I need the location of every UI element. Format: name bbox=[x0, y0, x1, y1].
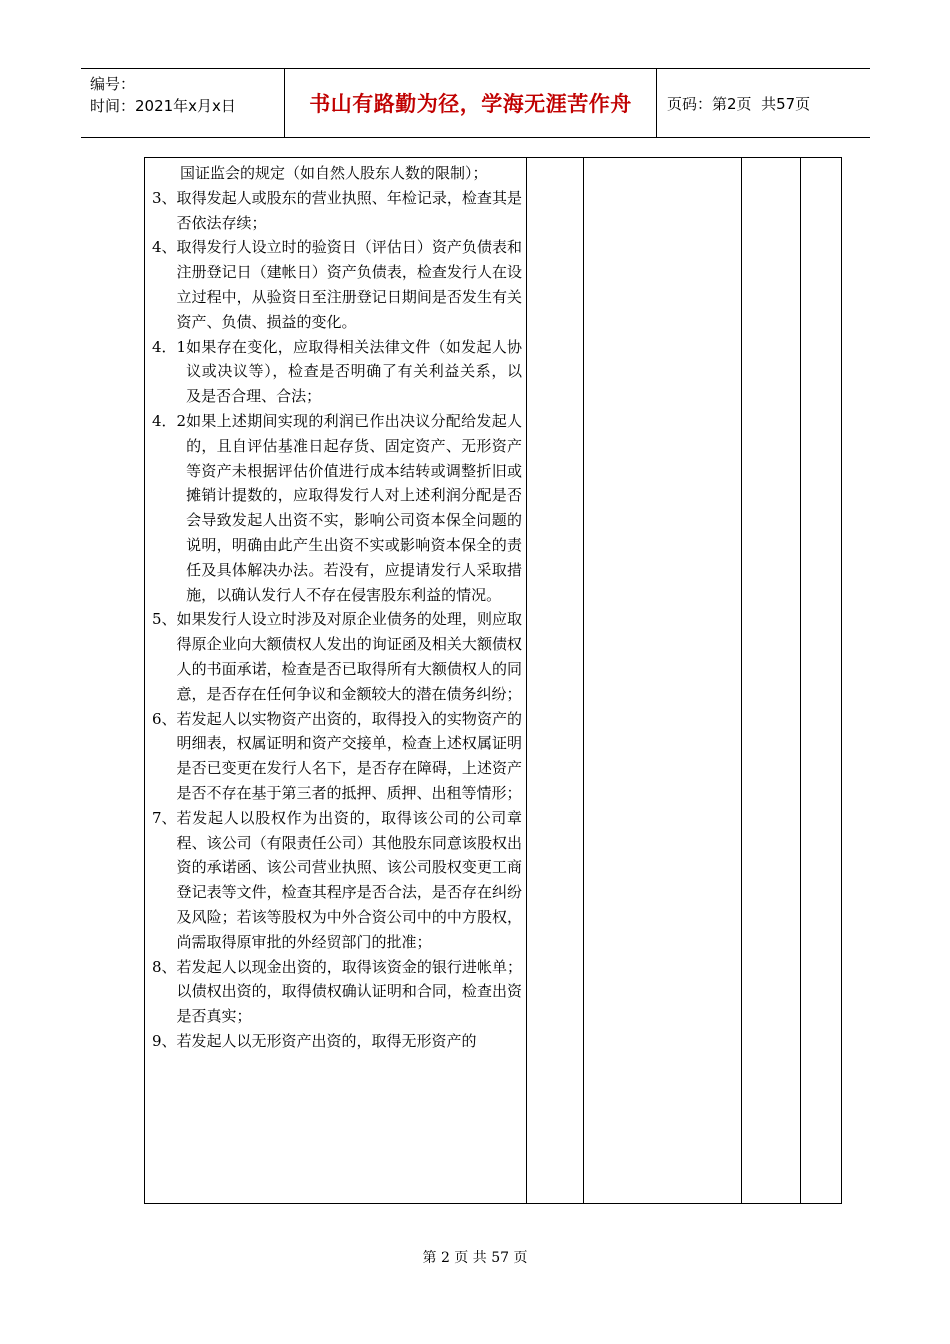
list-item-number: 4、 bbox=[152, 238, 177, 257]
table-column-divider bbox=[741, 158, 742, 1203]
document-date: 时间：2021年x月x日 bbox=[90, 97, 236, 115]
list-item-number: 5、 bbox=[152, 610, 177, 629]
document-number-label: 编号： bbox=[90, 75, 136, 93]
list-item bbox=[152, 707, 522, 806]
list-item bbox=[152, 409, 522, 607]
list-item-number: 4．1 bbox=[152, 337, 187, 356]
continued-text: 国证监会的规定（如自然人股东人数的限制）； bbox=[180, 164, 488, 182]
list-item-number: 3、 bbox=[152, 188, 177, 207]
list-item-number: 9、 bbox=[152, 1031, 177, 1050]
list-item-number: 8、 bbox=[152, 957, 177, 976]
list-item-number: 7、 bbox=[152, 808, 177, 827]
table-column-divider bbox=[526, 158, 527, 1203]
header-motto: 书山有路勤为径，学海无涯苦作舟 bbox=[284, 69, 657, 137]
list-item-text: 如果上述期间实现的利润已作出决议分配给发起人的，且自评估基准日起存货、固定资产、无形资产等资产未根据评估价值进行成本结转或调整折旧或摊销计提数的，应取得发行人对上述利润分配是否会导致发起人出资不实，影响公司资本保全问题的说明，明确由此产生出资不实或影响资本保全的责任及具体解决办法。若没有，应提请发行人采取措施，以确认发行人不存在侵害股东利益的情况。 bbox=[186, 411, 522, 604]
page-header bbox=[81, 68, 870, 138]
list-item-number: 6、 bbox=[152, 709, 177, 728]
table-column-divider bbox=[800, 158, 801, 1203]
list-item-text: 如果存在变化，应取得相关法律文件（如发起人协议或决议等），检查是否明确了有关利益关系，以及是否合理、合法； bbox=[186, 337, 522, 406]
list-item bbox=[152, 235, 522, 334]
list-item bbox=[152, 607, 522, 706]
list-item bbox=[152, 186, 522, 236]
list-item-text: 若发起人以无形资产出资的，取得无形资产的 bbox=[176, 1031, 477, 1050]
list-item-number: 4．2 bbox=[152, 411, 187, 430]
procedure-list bbox=[152, 161, 522, 1054]
list-item bbox=[152, 335, 522, 409]
header-meta bbox=[81, 69, 284, 137]
page-footer: 第 2 页 共 57 页 bbox=[422, 1250, 528, 1266]
list-item-text: 若发起人以现金出资的，取得该资金的银行进帐单；以债权出资的，取得债权确认证明和合同，检查出资是否真实； bbox=[176, 957, 522, 1026]
list-item-text: 取得发行人设立时的验资日（评估日）资产负债表和注册登记日（建帐日）资产负债表，检查发行人在设立过程中，从验资日至注册登记日期间是否发生有关资产、负债、损益的变化。 bbox=[176, 238, 522, 331]
list-item-text: 若发起人以股权作为出资的，取得该公司的公司章程、该公司（有限责任公司）其他股东同意该股权出资的承诺函、该公司营业执照、该公司股权变更工商登记表等文件，检查其程序是否合法，是否存在纠纷及风险；若该等股权为中外合资公司中的中方股权，尚需取得原审批的外经贸部门的批准； bbox=[176, 808, 522, 951]
list-item bbox=[152, 955, 522, 1029]
list-item bbox=[152, 806, 522, 955]
list-item bbox=[152, 1029, 522, 1054]
list-item-text: 如果发行人设立时涉及对原企业债务的处理，则应取得原企业向大额债权人发出的询证函及相关大额债权人的书面承诺，检查是否已取得所有大额债权人的同意，是否存在任何争议和金额较大的潜在债务纠纷； bbox=[176, 610, 522, 703]
list-item-text: 取得发起人或股东的营业执照、年检记录，检查其是否依法存续； bbox=[176, 188, 522, 232]
table-column-divider bbox=[583, 158, 584, 1203]
list-item-text: 若发起人以实物资产出资的，取得投入的实物资产的明细表，权属证明和资产交接单，检查上述权属证明是否已变更在发行人名下，是否存在障碍，上述资产是否不存在基于第三者的抵押、质押、出租等情形； bbox=[176, 709, 522, 802]
header-page-info bbox=[657, 69, 870, 137]
header-page-info-text: 页码：第2页 共57页 bbox=[667, 94, 811, 113]
